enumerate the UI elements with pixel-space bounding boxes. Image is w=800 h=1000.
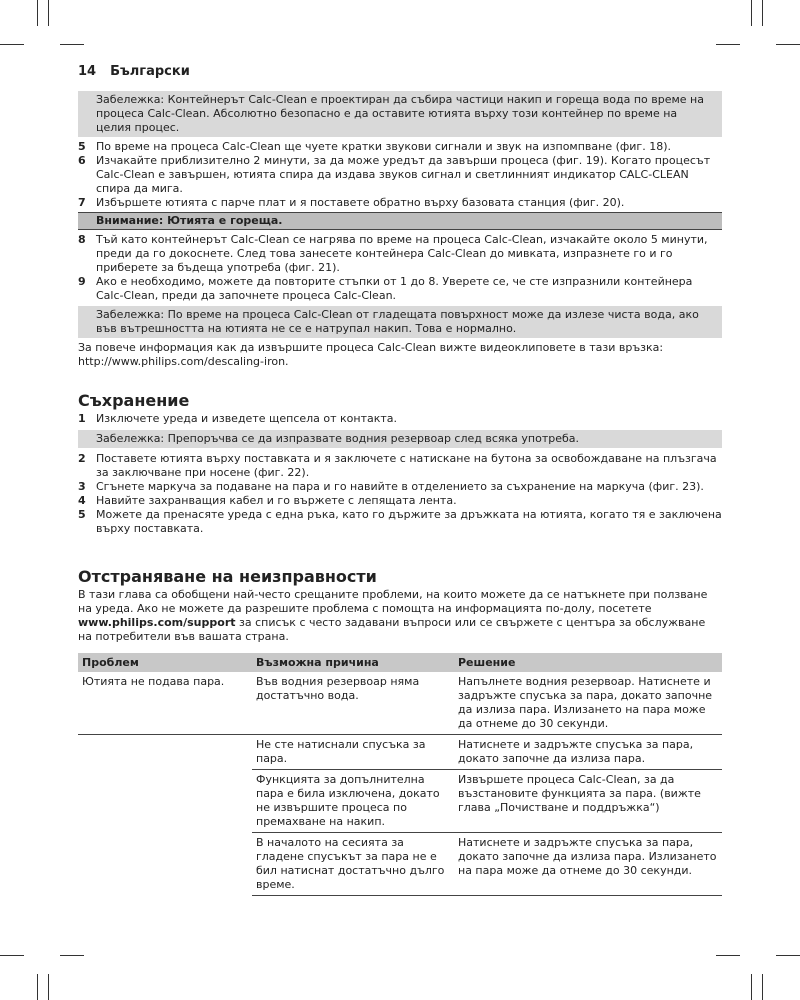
- crop-mark: [0, 44, 24, 45]
- problem-cell: [78, 770, 252, 833]
- step-text: Ако е необходимо, можете да повторите стъпки от 1 до 8. Уверете се, че сте изпразнили контейнера Calc-Clean, преди да започнете процеса Calc-Clean.: [96, 275, 693, 302]
- support-link[interactable]: www.philips.com/support: [78, 616, 236, 629]
- crop-mark: [716, 44, 740, 45]
- problem-cell: [78, 833, 252, 896]
- list-item: [78, 412, 722, 426]
- list-item: [78, 494, 722, 508]
- column-header: Решение: [454, 653, 722, 672]
- cause-cell: Във водния резервоар няма достатъчно вода.: [252, 672, 454, 735]
- crop-mark: [776, 955, 800, 956]
- note-box: Забележка: Препоръчва се да изпразвате водния резервоар след всяка употреба.: [78, 430, 722, 448]
- step-text: Изчакайте приблизително 2 минути, за да може уредът да завърши процеса (фиг. 19). Когато процесът Calc-Clean е завършен, ютията спира да издава звуков сигнал и светлинният индикатор CALC-CLEAN спира да мига.: [96, 154, 711, 195]
- language-label: Български: [110, 64, 190, 79]
- list-item: [78, 275, 722, 303]
- intro-paragraph: [78, 588, 722, 644]
- step-number: 3: [78, 480, 86, 493]
- solution-cell: Натиснете и задръжте спусъка за пара, докато започне да излиза пара.: [454, 735, 722, 770]
- table-row: [78, 672, 722, 735]
- step-text: Избършете ютията с парче плат и я поставете обратно върху базовата станция (фиг. 20).: [96, 196, 625, 209]
- table-row: [78, 770, 722, 833]
- step-number: 5: [78, 508, 86, 521]
- solution-cell: Напълнете водния резервоар. Натиснете и задръжте спусъка за пара, докато започне да излиза пара. Излизането на пара може да отнеме до 30 секунди.: [454, 672, 722, 735]
- warning-box: Внимание: Ютията е гореща.: [78, 212, 722, 230]
- crop-mark: [48, 0, 49, 26]
- step-number: 9: [78, 275, 86, 288]
- crop-mark: [716, 955, 740, 956]
- step-number: 7: [78, 196, 86, 209]
- step-text: Поставете ютията върху поставката и я заключете с натискане на бутона за освобождаване на плъзгача за заключване при носене (фиг. 22).: [96, 452, 717, 479]
- step-text: По време на процеса Calc-Clean ще чуете кратки звукови сигнали и звук на изпомпване (фиг. 18).: [96, 140, 671, 153]
- step-text: Изключете уреда и изведете щепсела от контакта.: [96, 412, 398, 425]
- step-number: 6: [78, 154, 86, 167]
- cause-cell: В началото на сесията за гладене спусъкът за пара не е бил натиснат достатъчно дълго време.: [252, 833, 454, 896]
- crop-mark: [762, 0, 763, 26]
- list-item: [78, 233, 722, 275]
- list-item: [78, 154, 722, 196]
- crop-mark: [48, 974, 49, 1000]
- crop-mark: [37, 974, 38, 1000]
- step-text: Тъй като контейнерът Calc-Clean се нагрява по време на процеса Calc-Clean, изчакайте около 5 минути, преди да го докоснете. След това занесете контейнера Calc-Clean до мивката, изпразнете го и го приберете за бъдеща употреба (фиг. 21).: [96, 233, 708, 274]
- troubleshooting-table: [78, 653, 722, 896]
- problem-cell: Ютията не подава пара.: [78, 672, 252, 735]
- step-text: Можете да пренасяте уреда с една ръка, като го държите за дръжката на ютията, когато тя е заключена върху поставката.: [96, 508, 722, 535]
- descaling-section: [78, 91, 722, 369]
- step-number: 5: [78, 140, 86, 153]
- crop-mark: [37, 0, 38, 26]
- intro-text: В тази глава са обобщени най-често срещаните проблеми, на които можете да се натъкнете при ползване на уреда. Ако не можете да разрешите проблема с помощта на информацията по-долу, посетете: [78, 588, 708, 615]
- table-row: [78, 735, 722, 770]
- table-row: [78, 833, 722, 896]
- page-number: 14: [78, 64, 97, 79]
- note-box: Забележка: Контейнерът Calc-Clean е проектиран да събира частици накип и гореща вода по време на процеса Calc-Clean. Абсолютно безопасно е да оставите ютията върху този контейнер по време на целия процес.: [78, 91, 722, 137]
- column-header: Проблем: [78, 653, 252, 672]
- list-item: [78, 480, 722, 494]
- step-number: 2: [78, 452, 86, 465]
- crop-mark: [60, 955, 84, 956]
- cause-cell: Функцията за допълнителна пара е била изключена, докато не извършите процеса по премахване на накип.: [252, 770, 454, 833]
- crop-mark: [0, 955, 24, 956]
- step-text: Навийте захранващия кабел и го вържете с лепящата лента.: [96, 494, 457, 507]
- note-box: Забележка: По време на процеса Calc-Clean от гладещата повърхност може да излезе чиста вода, ако във вътрешността на ютията не се е натрупал накип. Това е нормално.: [78, 306, 722, 338]
- list-item: [78, 508, 722, 536]
- crop-mark: [751, 0, 752, 26]
- solution-cell: Извършете процеса Calc-Clean, за да възстановите функцията за пара. (вижте глава „Почистване и поддръжка“): [454, 770, 722, 833]
- crop-mark: [60, 44, 84, 45]
- section-title: Съхранение: [78, 391, 190, 410]
- cause-cell: Не сте натиснали спусъка за пара.: [252, 735, 454, 770]
- list-item: [78, 196, 722, 210]
- more-info-paragraph: За повече информация как да извършите процеса Calc-Clean вижте видеоклиповете в тази връзка: http://www.philips.com/descaling-iron.: [78, 341, 664, 368]
- step-number: 1: [78, 412, 86, 425]
- crop-mark: [751, 974, 752, 1000]
- list-item: [78, 452, 722, 480]
- troubleshooting-section: [78, 568, 722, 896]
- crop-mark: [776, 44, 800, 45]
- table-header-row: [78, 653, 722, 672]
- section-title: Отстраняване на неизправности: [78, 567, 377, 586]
- step-text: Сгънете маркуча за подаване на пара и го навийте в отделението за съхранение на маркуча (фиг. 23).: [96, 480, 704, 493]
- solution-cell: Натиснете и задръжте спусъка за пара, докато започне да излиза пара. Излизането на пара може да отнеме до 30 секунди.: [454, 833, 722, 896]
- step-number: 4: [78, 494, 86, 507]
- list-item: [78, 140, 722, 154]
- step-number: 8: [78, 233, 86, 246]
- column-header: Възможна причина: [252, 653, 454, 672]
- storage-section: [78, 392, 722, 536]
- crop-mark: [762, 974, 763, 1000]
- intro-text: за списък с често задавани въпроси или се свържете с центъра за обслужване на потребители във вашата страна.: [78, 616, 706, 643]
- problem-cell: [78, 735, 252, 770]
- page-header: [78, 64, 722, 79]
